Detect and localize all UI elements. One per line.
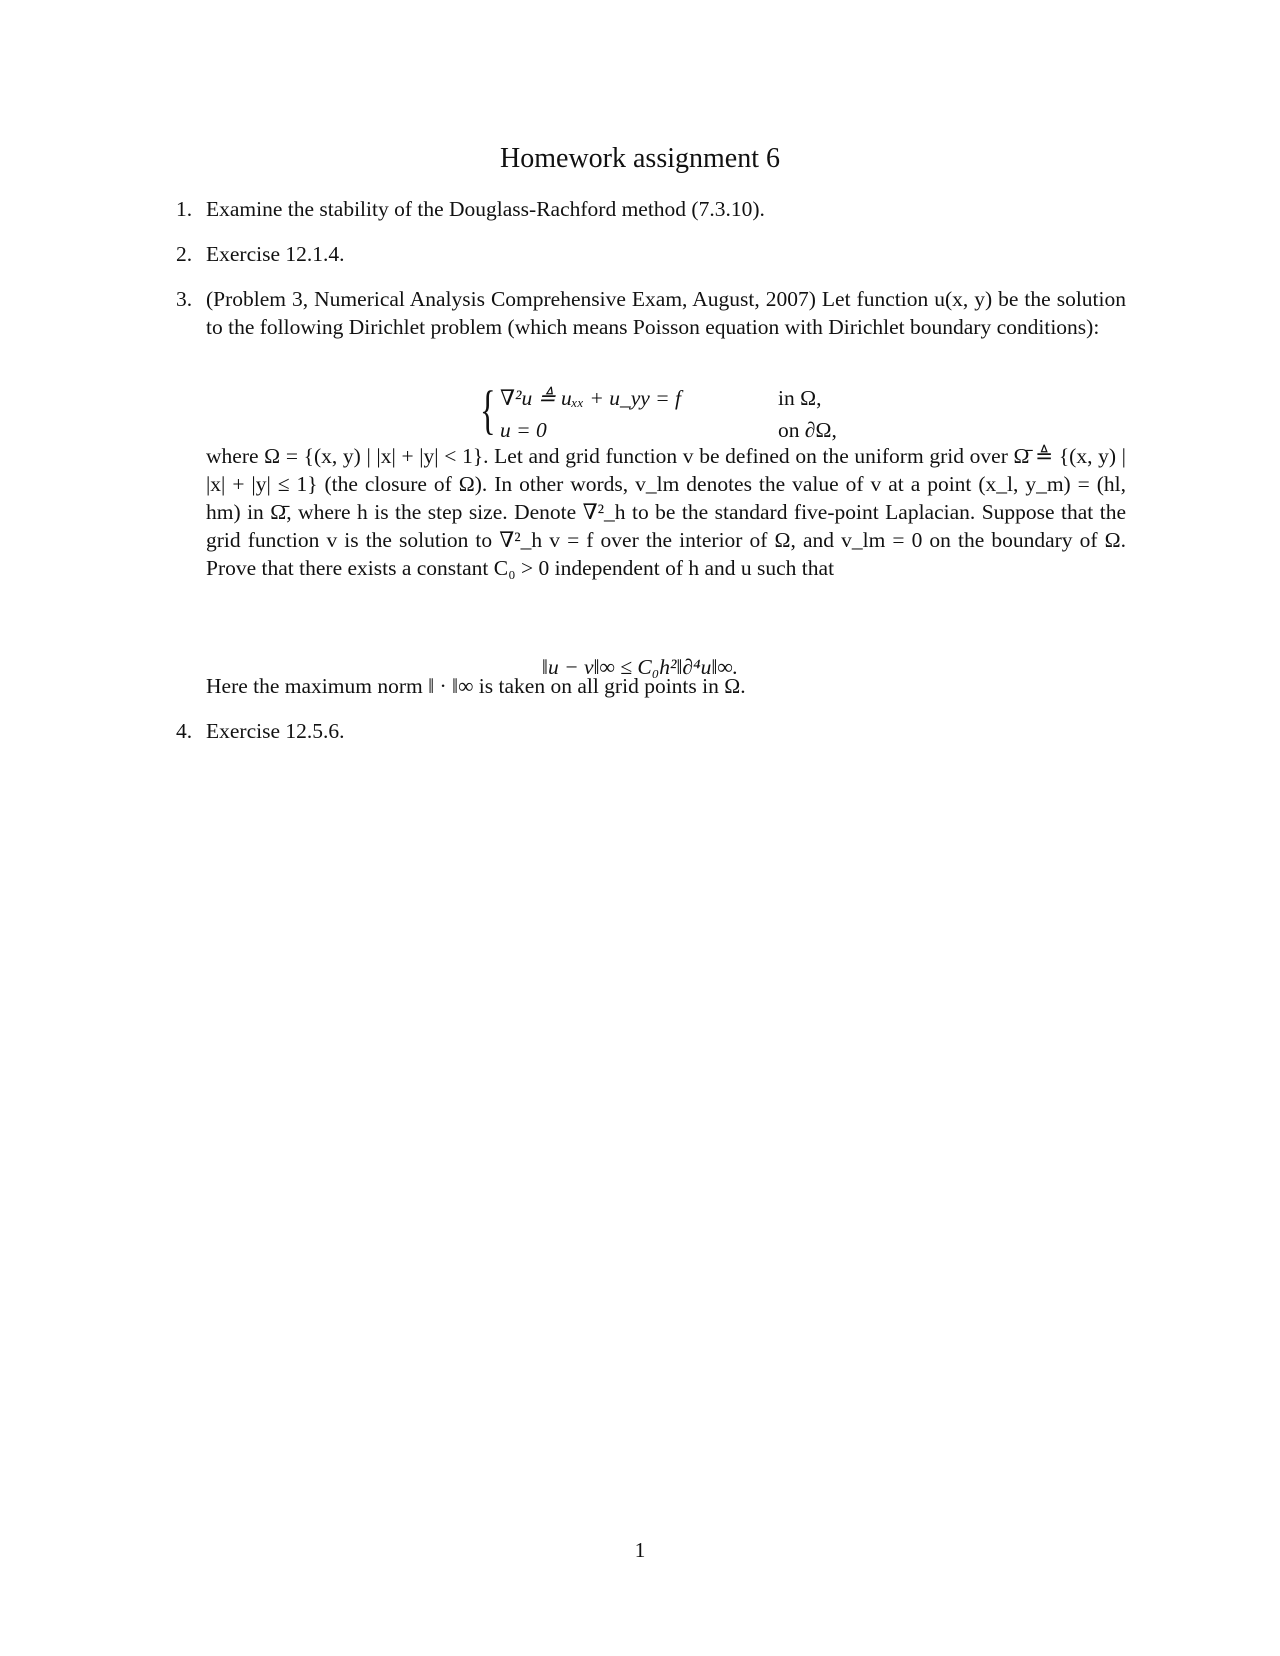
problem-1 [176,195,1126,223]
boundary-condition: on ∂Ω, [778,418,837,442]
problem-text: Exercise 12.5.6. [206,719,345,743]
page-title: Homework assignment 6 [500,143,780,174]
poisson-condition: in Ω, [778,386,822,410]
boundary-equation: u = 0 [500,418,547,442]
problem-number: 4. [176,719,193,743]
problem-text: Exercise 12.1.4. [206,242,345,266]
problem-3 [176,285,1126,341]
problem-text: Examine the stability of the Douglass-Rachford method (7.3.10). [206,197,765,221]
page-number: 1 [634,1538,646,1562]
problem-number: 1. [176,197,193,221]
problem-number: 2. [176,242,193,266]
problem-number: 3. [176,287,193,311]
poisson-equation: ∇²u ≜ uₓₓ + u_yy = f [500,386,682,410]
problem-intro: (Problem 3, Numerical Analysis Comprehensive Exam, August, 2007) Let function u(x, y) be the solution to the following Dirichlet problem (which means Poisson equation with Dirichlet boundary conditions): [206,287,1126,339]
norm-note: Here the maximum norm ‖ · ‖∞ is taken on all grid points in Ω. [206,674,746,698]
problem-3-paragraph: where Ω = {(x, y) | |x| + |y| < 1}. Let and grid function v be defined on the uniform grid over Ω̄ ≜ {(x, y) | |x| + |y| ≤ 1} (the closure of Ω). In other words, v_lm denotes the value of v at a point (x_l, y_m) = (hl, hm) in Ω̄, where h is the step size. Denote ∇²_h to be the standard five-point Laplacian. Suppose that the grid function v is the solution to ∇²_h v = f over the interior of Ω, and v_lm = 0 on the boundary of Ω. Prove that there exists a constant C₀ > 0 independent of h and u such that [206,444,1126,580]
dirichlet-system [480,380,880,446]
error-inequality: ‖u − v‖∞ ≤ C₀h²‖∂⁴u‖∞. [541,655,739,679]
left-brace: { [480,380,496,440]
problem-2 [176,240,1126,268]
problem-4 [176,717,1126,745]
